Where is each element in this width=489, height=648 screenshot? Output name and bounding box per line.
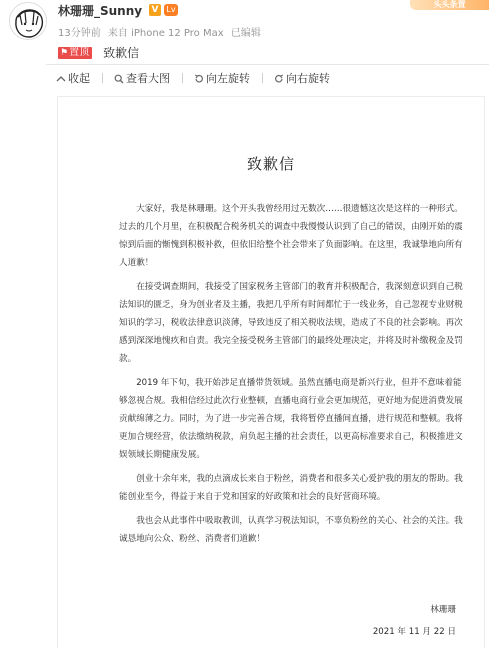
post-header	[0, 0, 489, 41]
post-edited[interactable]: 已编辑	[230, 28, 261, 39]
letter-paragraph: 我也会从此事件中吸取教训，认真学习税法知识，不辜负粉丝的关心、社会的关注。我诚恳地向公众、粉丝、消费者们道歉！	[119, 516, 463, 544]
toolbar-separator	[182, 73, 183, 83]
image-toolbar	[56, 70, 330, 86]
rotate-left-button[interactable]	[194, 70, 250, 86]
divider	[46, 64, 489, 65]
avatar-sketch-icon	[10, 3, 47, 40]
letter-title: 致歉信	[246, 155, 295, 173]
post-title-line	[58, 42, 140, 60]
apology-letter-image[interactable]	[57, 96, 485, 648]
collapse-label: 收起	[68, 72, 90, 85]
letter-paragraph: 2019 年下旬，我开始涉足直播带货领域。虽然直播电商是新兴行业，但并不意味着能够忽视合规。我相信经过此次行业整顿，直播电商行业会更加规范，更好地为促进消费发展贡献绵薄之力。同时，为了进一步完善合规，我将暂停直播间直播，进行规范和整顿。我将更加合规经营，依法缴纳税款，肩负起主播的社会责任，以更高标准要求自己，积极推进文娱领域长期健康发展。	[119, 378, 463, 460]
toolbar-separator	[262, 73, 263, 83]
top-tag-label: 置顶	[69, 46, 90, 58]
post-title: 致歉信	[103, 46, 140, 60]
corner-banner[interactable]: 头头条置	[410, 0, 489, 10]
post-meta	[58, 24, 265, 39]
search-icon	[114, 74, 124, 84]
collapse-button[interactable]	[56, 70, 90, 86]
rotate-right-label: 向右旋转	[286, 72, 330, 85]
top-tag	[58, 47, 92, 59]
pin-icon: ⚑	[60, 47, 69, 58]
letter-signature: 林珊珊	[430, 605, 456, 615]
letter-body	[119, 200, 465, 554]
rotate-left-label: 向左旋转	[206, 72, 250, 85]
toolbar-separator	[102, 73, 103, 83]
letter-paragraph: 创业十余年来，我的点滴成长来自于粉丝，消费者和很多关心爱护我的朋友的帮助。我能创业至今，得益于来自于党和国家的好政策和社会的良好营商环境。	[119, 474, 463, 502]
post-time[interactable]: 13分钟前	[58, 28, 101, 39]
rotate-right-button[interactable]	[274, 70, 330, 86]
vip-badge[interactable]: V	[149, 4, 161, 16]
collapse-icon	[56, 74, 66, 84]
rotate-left-icon	[194, 74, 204, 84]
rotate-right-icon	[274, 74, 284, 84]
letter-paragraph: 在接受调查期间，我接受了国家税务主管部门的教育并积极配合，我深刻意识到自己税法知识的匮乏，身为创业者及主播，我把几乎所有时间都忙于一线业务，自己忽视专业财税知识的学习，税收法律意识淡薄，导致违反了相关税收法规，造成了不良的社会影响。再次感到深深地愧疚和自责。我完全接受税务主管部门的最终处理决定，并将及时补缴税金及罚款。	[119, 282, 463, 364]
username[interactable]: 林珊珊_Sunny	[58, 4, 143, 18]
level-badge-icon[interactable]: Lv	[164, 4, 178, 16]
avatar[interactable]	[9, 2, 47, 40]
letter-date: 2021 年 11 月 22 日	[372, 627, 456, 637]
post-source: 来自 iPhone 12 Pro Max	[107, 28, 224, 39]
view-large-button[interactable]	[114, 70, 170, 86]
view-large-label: 查看大图	[126, 72, 170, 85]
letter-paragraph: 大家好，我是林珊珊。这个开头我曾经用过无数次……很遗憾这次是这样的一种形式。过去的几个月里，在积极配合税务机关的调查中我慢慢认识到了自己的错误，由刚开始的震惊到后面的惭愧到积极补救，但依旧给整个社会带来了负面影响。在这里，我诚挚地向所有人道歉！	[119, 204, 463, 268]
